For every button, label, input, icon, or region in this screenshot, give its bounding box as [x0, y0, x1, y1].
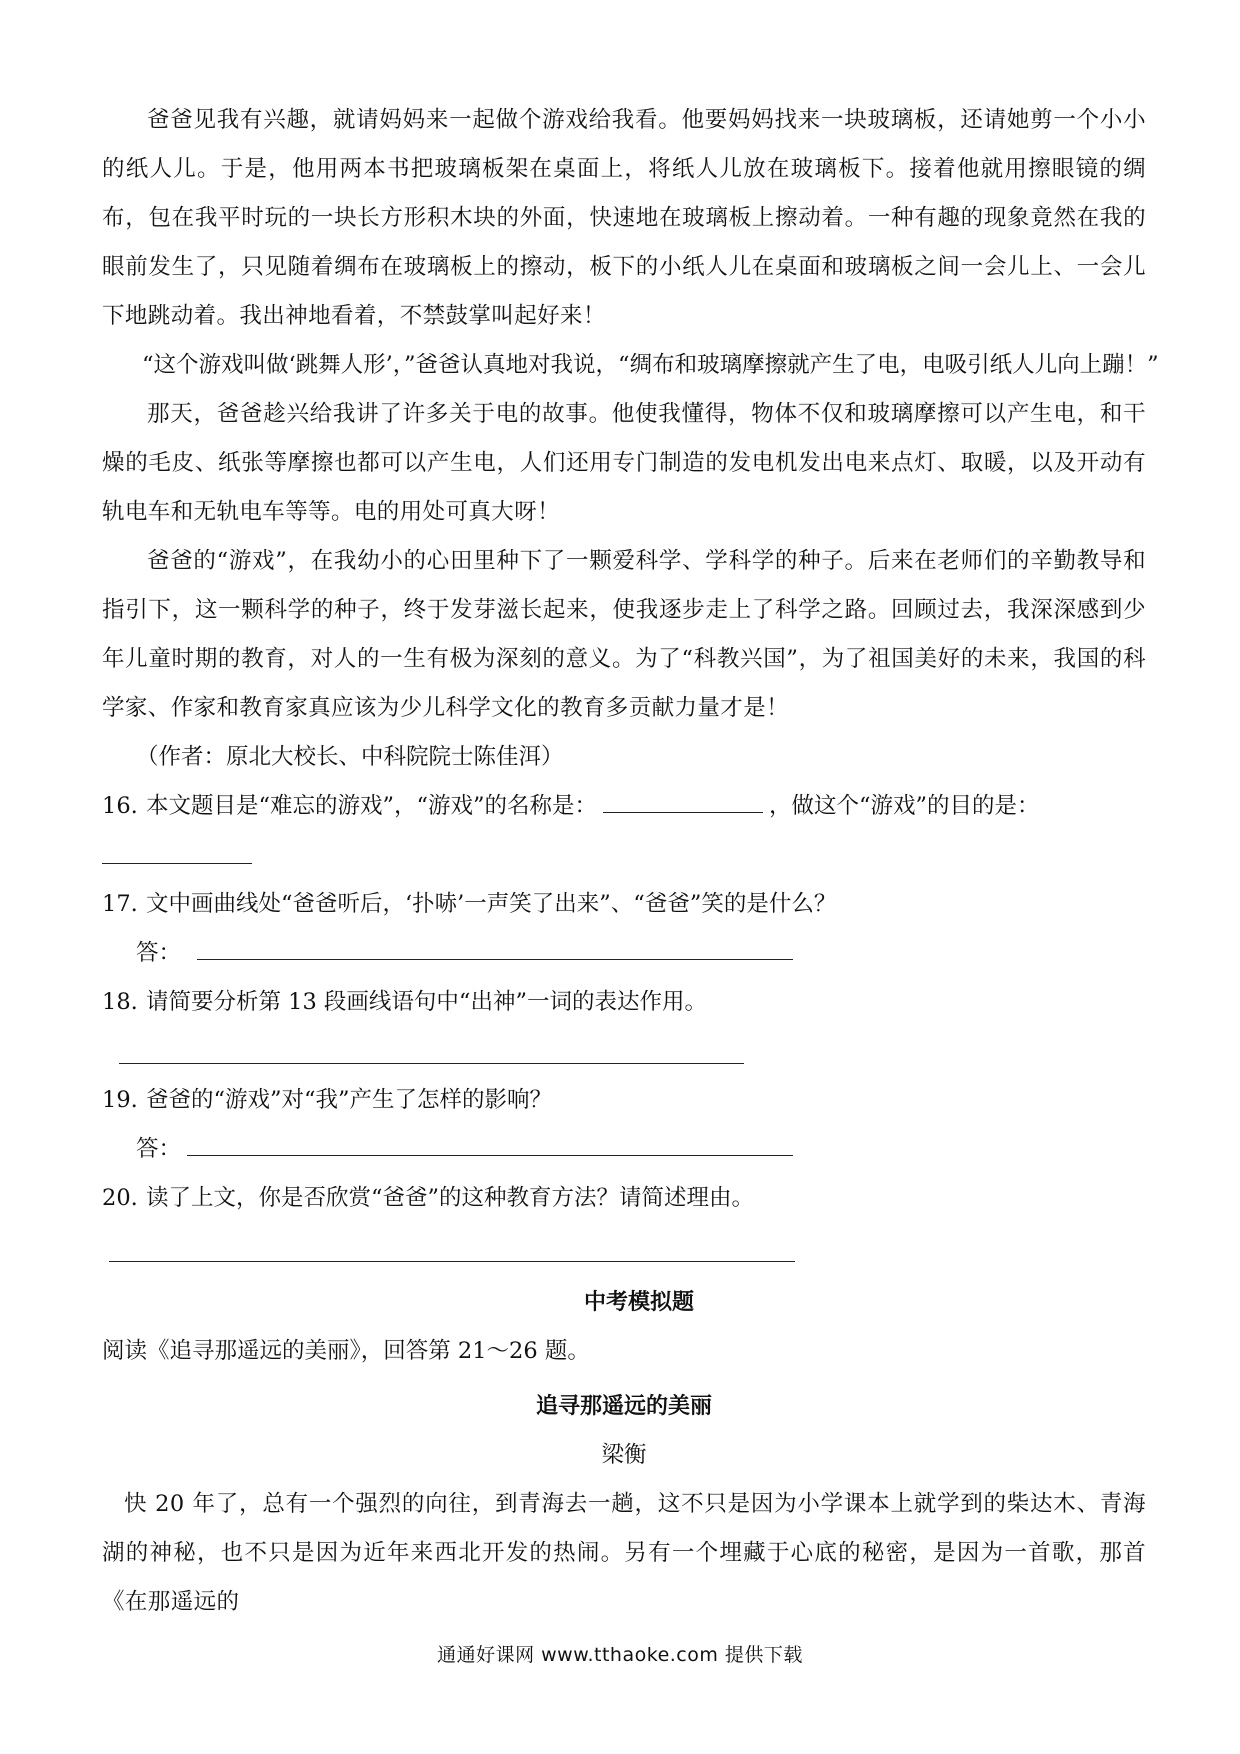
- answer-line-row: [102, 1223, 1146, 1272]
- question-text: 本文题目是“难忘的游戏”，“游戏”的名称是：: [146, 793, 598, 819]
- passage-paragraph-3: 那天，爸爸趁兴给我讲了许多关于电的故事。他使我懂得，物体不仅和玻璃摩擦可以产生电，和干燥的毛皮、纸张等摩擦也都可以产生电，人们还用专门制造的发电机发出电来点灯、取暖，以及开动有轨电车和无轨电车等等。电的用处可真大呀！: [102, 401, 1146, 525]
- answer-row: [102, 1125, 1146, 1174]
- article-author: 梁衡: [601, 1442, 647, 1468]
- section-instruction: 阅读《追寻那遥远的美丽》，回答第 21～26 题。: [102, 1338, 590, 1364]
- answer-row: [102, 929, 1146, 978]
- answer-line-row: [102, 1027, 1146, 1076]
- answer-blank[interactable]: [603, 784, 763, 813]
- passage-credit: （作者：原北大校长、中科院院士陈佳洱）: [136, 744, 564, 770]
- question-16: [102, 782, 1146, 831]
- question-number: 19.: [102, 1087, 138, 1113]
- passage-paragraph-1: 爸爸见我有兴趣，就请妈妈来一起做个游戏给我看。他要妈妈找来一块玻璃板，还请她剪一个小小的纸人儿。于是，他用两本书把玻璃板架在桌面上，将纸人儿放在玻璃板下。接着他就用擦眼镜的绸布，包在我平时玩的一块长方形积木块的外面，快速地在玻璃板上擦动着。一种有趣的现象竟然在我的眼前发生了，只见随着绸布在玻璃板上的擦动，板下的小纸人儿在桌面和玻璃板之间一会儿上、一会儿下地跳动着。我出神地看着，不禁鼓掌叫起好来！: [102, 107, 1146, 329]
- question-19: [102, 1076, 1146, 1125]
- page-content: [102, 96, 1159, 1627]
- answer-line[interactable]: [109, 1261, 795, 1262]
- question-number: 16.: [102, 793, 138, 819]
- question-20: [102, 1174, 1146, 1223]
- question-17: [102, 880, 1146, 929]
- article-paragraph: 快 20 年了，总有一个强烈的向往，到青海去一趟，这不只是因为小学课本上就学到的柴达木、青海湖的神秘，也不只是因为近年来西北开发的热闹。另有一个埋藏于心底的秘密，是因为一首歌，那首《在那遥远的: [102, 1491, 1146, 1615]
- section-heading: 中考模拟题: [583, 1290, 694, 1315]
- question-number: 20.: [102, 1185, 138, 1211]
- answer-line[interactable]: [102, 863, 252, 864]
- article-title: 追寻那遥远的美丽: [535, 1394, 712, 1419]
- question-text: 文中画曲线处“爸爸听后，‘扑哧’一声笑了出来”、“爸爸”笑的是什么？: [146, 891, 837, 917]
- answer-blank[interactable]: [197, 931, 793, 960]
- question-text: 读了上文，你是否欣赏“爸爸”的这种教育方法？请简述理由。: [146, 1185, 755, 1211]
- question-text: 请简要分析第 13 段画线语句中“出神”一词的表达作用。: [146, 989, 707, 1015]
- answer-label: 答：: [136, 940, 182, 966]
- question-number: 17.: [102, 891, 138, 917]
- question-18: [102, 978, 1146, 1027]
- question-text: 爸爸的“游戏”对“我”产生了怎样的影响？: [146, 1087, 553, 1113]
- answer-label: 答：: [136, 1136, 182, 1162]
- answer-line-row: [102, 831, 1146, 880]
- answer-line[interactable]: [119, 1063, 744, 1064]
- question-text: ，做这个“游戏”的目的是：: [769, 793, 1040, 819]
- passage-paragraph-2: “这个游戏叫做‘跳舞人形’，”爸爸认真地对我说，“绸布和玻璃摩擦就产生了电，电吸引纸人儿向上蹦！”: [142, 352, 1159, 378]
- page-footer: 通通好课网 www.tthaoke.com 提供下载: [437, 1644, 803, 1666]
- passage-paragraph-4: 爸爸的“游戏”，在我幼小的心田里种下了一颗爱科学、学科学的种子。后来在老师们的辛勤教导和指引下，这一颗科学的种子，终于发芽滋长起来，使我逐步走上了科学之路。回顾过去，我深深感到少年儿童时期的教育，对人的一生有极为深刻的意义。为了“科教兴国”，为了祖国美好的未来，我国的科学家、作家和教育家真应该为少儿科学文化的教育多贡献力量才是！: [102, 548, 1146, 721]
- answer-blank[interactable]: [187, 1127, 793, 1156]
- question-number: 18.: [102, 989, 138, 1015]
